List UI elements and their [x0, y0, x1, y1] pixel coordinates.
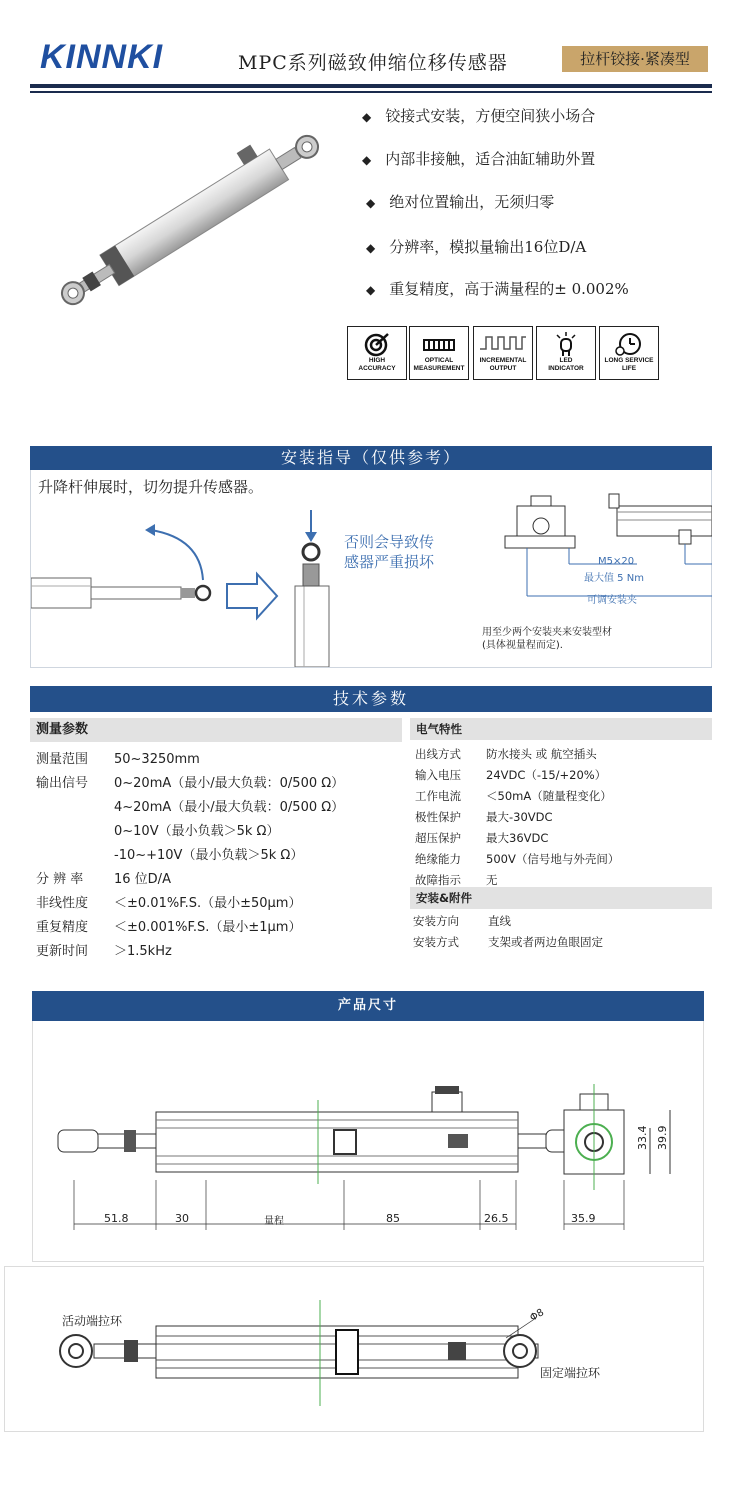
measure-labels: 测量范围 输出信号 分 辨 率 非线性度 重复精度 更新时间	[36, 752, 89, 959]
mounting-labels: 安装方向 安装方式	[413, 914, 459, 949]
header-rule	[30, 84, 712, 88]
feature-item: ◆ 铰接式安装，方便空间狭小场合	[362, 107, 596, 125]
brand-logo: KINNKI	[40, 38, 164, 76]
mounting-heading: 安装&附件	[410, 887, 712, 909]
high-accuracy-badge: HIGH ACCURACY	[347, 326, 407, 380]
pulse-icon	[478, 331, 528, 357]
scale-icon	[421, 331, 457, 357]
clamp-label: 可调安装夹	[587, 595, 637, 606]
electrical-values: 防水接头 或 航空插头 24VDC（-15/+20%） ＜50mA（随量程变化） 最大-30VDC 最大36VDC 500V（信号地与外壳间） 无	[486, 747, 620, 887]
diameter-label: Φ8	[528, 1307, 547, 1324]
dim-35-9: 35.9	[571, 1212, 596, 1225]
electrical-labels: 出线方式 输入电压 工作电流 极性保护 超压保护 绝缘能力 故障指示	[415, 747, 461, 887]
long-service-life-badge: LONG SERVICE LIFE	[599, 326, 659, 380]
install-warning: 升降杆伸展时，切勿提升传感器。	[38, 478, 264, 496]
feature-item: ◆ 绝对位置输出，无须归零	[366, 193, 555, 211]
target-icon	[362, 331, 392, 357]
clamp-note: 用至少两个安装夹来安装型材 (具体视量程而定).	[482, 627, 612, 651]
tech-section-bar: 技术参数	[30, 686, 712, 712]
clamp-diagram	[497, 486, 712, 606]
led-icon	[551, 331, 581, 357]
incremental-output-badge: INCREMENTAL OUTPUT	[473, 326, 533, 380]
dimension-drawing-top	[40, 1290, 660, 1410]
led-indicator-badge: LED INDICATOR	[536, 326, 596, 380]
optical-measurement-badge: OPTICAL MEASUREMENT	[409, 326, 469, 380]
fixed-end-label: 固定端拉环	[540, 1366, 601, 1380]
measure-heading: 测量参数	[30, 718, 402, 742]
feature-item: ◆ 分辨率，模拟量输出16位D/A	[366, 238, 587, 256]
dim-85: 85	[386, 1212, 400, 1225]
header-rule-thin	[30, 91, 712, 93]
dim-51-8: 51.8	[104, 1212, 129, 1225]
dimension-drawing-side	[40, 1080, 700, 1240]
product-image	[40, 110, 340, 330]
measure-values: 50~3250mm 0~20mA（最小/最大负载：0/500 Ω） 4~20mA（最小/最大负载：0/500 Ω） 0~10V（最小负载＞5k Ω） -10~+10V（最小负载＞5k Ω） 16 位D/A ＜±0.01%F.S.（最小±50μm） ＜±0.001%F.S.（最小±1μm） ＞1.5kHz	[114, 752, 345, 959]
install-warning-diagram	[31, 500, 471, 667]
dim-33-4: 33.4	[636, 1125, 649, 1150]
bolt-label: M5×20	[598, 556, 635, 567]
torque-label: 最大值 5 Nm	[584, 573, 644, 584]
clock-icon	[614, 331, 644, 357]
feature-item: ◆ 重复精度，高于满量程的± 0.002%	[366, 280, 629, 298]
mounting-values: 直线 支架或者两边鱼眼固定	[488, 914, 603, 949]
type-badge: 拉杆铰接·紧凑型	[562, 46, 708, 72]
moving-end-label: 活动端拉环	[62, 1314, 123, 1328]
dimension-section-bar: 产品尺寸	[32, 991, 704, 1021]
feature-item: ◆ 内部非接触，适合油缸辅助外置	[362, 150, 596, 168]
install-section-bar: 安装指导（仅供参考）	[30, 446, 712, 470]
dim-30: 30	[175, 1212, 189, 1225]
page-title: MPC系列磁致伸缩位移传感器	[238, 52, 508, 74]
electrical-heading: 电气特性	[410, 718, 712, 740]
damage-warning: 否则会导致传 感器严重损坏	[344, 533, 435, 571]
dim-26-5: 26.5	[484, 1212, 509, 1225]
dim-39-9: 39.9	[656, 1125, 669, 1150]
dim-range: 量程	[264, 1216, 284, 1227]
